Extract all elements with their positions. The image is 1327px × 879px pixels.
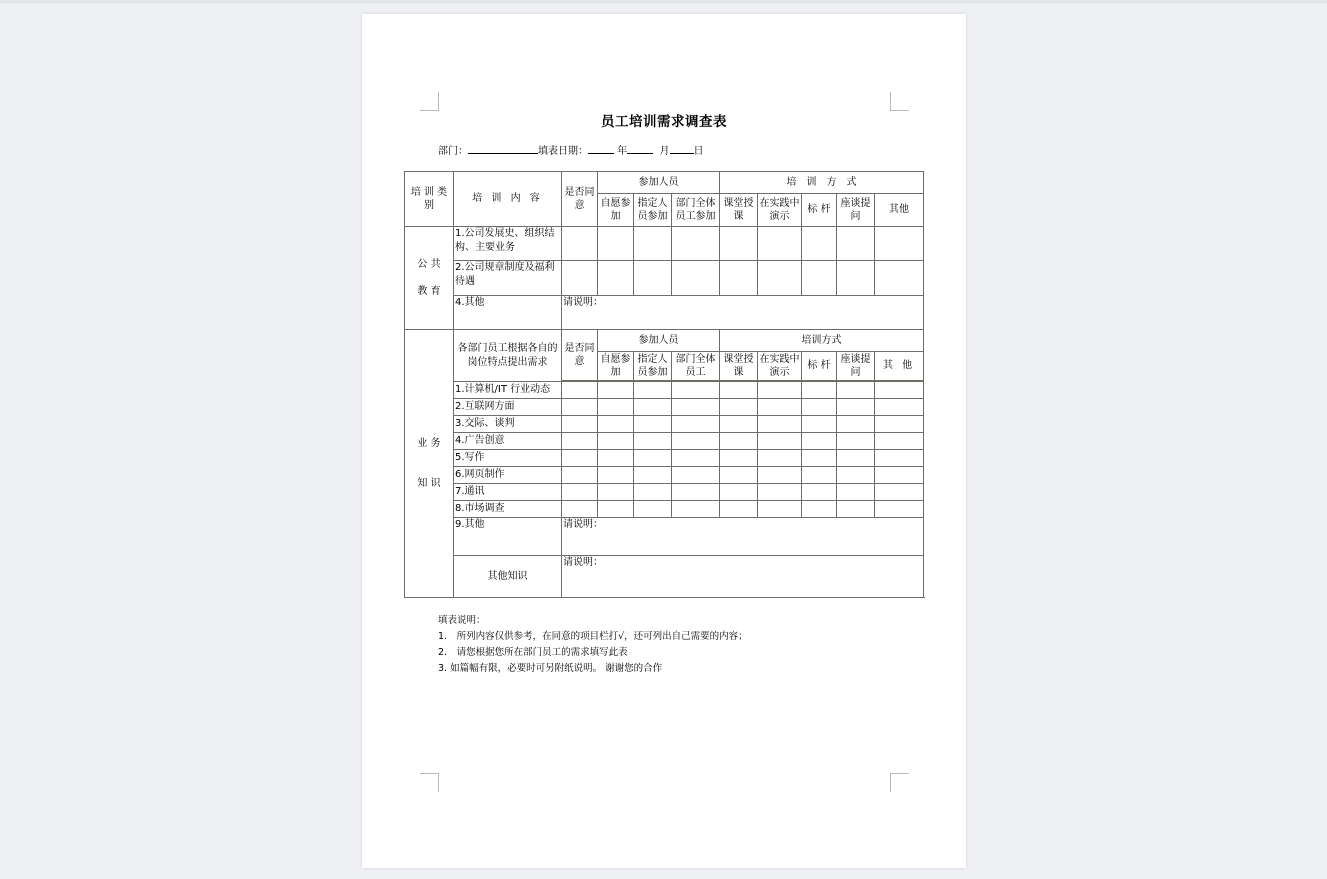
form-meta-line: [438, 142, 704, 157]
check-cell[interactable]: [634, 261, 672, 296]
month-blank: [627, 144, 653, 154]
check-cell[interactable]: [802, 467, 837, 484]
year-blank: [588, 144, 614, 154]
check-cell[interactable]: [562, 416, 598, 433]
methods-header: 培训方式: [720, 330, 924, 352]
forum-header: 座谈提问: [837, 352, 875, 381]
designated-header: 指定人员参加: [634, 194, 672, 227]
check-cell[interactable]: [758, 433, 802, 450]
check-cell[interactable]: [758, 227, 802, 261]
check-cell[interactable]: [875, 261, 924, 296]
check-cell[interactable]: [598, 382, 634, 399]
check-cell[interactable]: [562, 484, 598, 501]
check-cell[interactable]: [758, 382, 802, 399]
date-label: 填表日期：: [538, 146, 588, 157]
public-row-2: [405, 261, 924, 296]
business-item: 1.计算机/IT 行业动态: [454, 382, 562, 399]
check-cell[interactable]: [720, 227, 758, 261]
check-cell[interactable]: [758, 450, 802, 467]
voluntary-header: 自愿参加: [598, 352, 634, 381]
check-cell[interactable]: [758, 261, 802, 296]
content-header: 培 训 内 容: [454, 172, 562, 227]
business-row: [405, 501, 924, 518]
check-cell[interactable]: [562, 227, 598, 261]
business-header-row-1: [405, 330, 924, 352]
check-cell[interactable]: [598, 227, 634, 261]
business-row: [405, 382, 924, 399]
participants-header: 参加人员: [598, 330, 720, 352]
check-cell[interactable]: [875, 382, 924, 399]
business-item: 2.互联网方面: [454, 399, 562, 416]
check-cell[interactable]: [758, 467, 802, 484]
header-row-1: [405, 172, 924, 194]
practice-header: 在实践中演示: [758, 352, 802, 381]
check-cell[interactable]: [837, 467, 875, 484]
participants-header: 参加人员: [598, 172, 720, 194]
check-cell[interactable]: [634, 484, 672, 501]
month-label: 月: [659, 146, 670, 157]
public-label-1: 公 共: [417, 258, 441, 270]
check-cell[interactable]: [720, 501, 758, 518]
document-page: [362, 14, 966, 868]
business-item: 6.网页制作: [454, 467, 562, 484]
check-cell[interactable]: [562, 399, 598, 416]
check-cell[interactable]: [837, 399, 875, 416]
check-cell[interactable]: [598, 467, 634, 484]
business-label-1: 业 务: [417, 438, 441, 449]
check-cell[interactable]: [598, 501, 634, 518]
public-label-2: 教 育: [417, 286, 441, 297]
business-item: 8.市场调查: [454, 501, 562, 518]
check-cell[interactable]: [634, 416, 672, 433]
check-cell[interactable]: [837, 382, 875, 399]
check-cell[interactable]: [672, 416, 720, 433]
public-item: 1.公司发展史、组织结构、主要业务: [454, 227, 562, 261]
business-category: [405, 330, 454, 598]
check-cell[interactable]: [802, 450, 837, 467]
check-cell[interactable]: [802, 484, 837, 501]
voluntary-header: 自愿参加: [598, 194, 634, 227]
check-cell[interactable]: [802, 399, 837, 416]
business-row: [405, 484, 924, 501]
check-cell[interactable]: [562, 450, 598, 467]
business-item: 7.通讯: [454, 484, 562, 501]
check-cell[interactable]: [598, 399, 634, 416]
dept-label: 部门：: [438, 146, 468, 157]
classroom-header: 课堂授课: [720, 194, 758, 227]
business-label-2: 知 识: [417, 477, 441, 489]
year-label: 年: [617, 146, 628, 157]
check-cell[interactable]: [875, 399, 924, 416]
agree-header: 是否同意: [562, 330, 598, 381]
check-cell[interactable]: [837, 484, 875, 501]
check-cell[interactable]: [720, 450, 758, 467]
check-cell[interactable]: [837, 261, 875, 296]
check-cell[interactable]: [875, 501, 924, 518]
check-cell[interactable]: [598, 433, 634, 450]
all-dept-header: 部门全体员工参加: [672, 194, 720, 227]
check-cell[interactable]: [875, 227, 924, 261]
check-cell[interactable]: [634, 382, 672, 399]
check-cell[interactable]: [672, 227, 720, 261]
business-row-other: [405, 518, 924, 556]
methods-header: 培 训 方 式: [720, 172, 924, 194]
check-cell[interactable]: [672, 261, 720, 296]
check-cell[interactable]: [758, 484, 802, 501]
other-header: 其他: [875, 194, 924, 227]
dept-blank: [468, 144, 538, 154]
check-cell[interactable]: [802, 382, 837, 399]
check-cell[interactable]: [720, 467, 758, 484]
other-header: 其 他: [875, 352, 924, 381]
benchmark-header: 标 杆: [802, 194, 837, 227]
check-cell[interactable]: [837, 416, 875, 433]
check-cell[interactable]: [562, 382, 598, 399]
check-cell[interactable]: [720, 261, 758, 296]
check-cell[interactable]: [634, 227, 672, 261]
check-cell[interactable]: [672, 484, 720, 501]
business-content-header: 各部门员工根据各自的岗位特点提出需求: [454, 330, 562, 382]
check-cell[interactable]: [837, 450, 875, 467]
public-row-other: [405, 296, 924, 330]
check-cell[interactable]: [802, 227, 837, 261]
check-cell[interactable]: [837, 501, 875, 518]
business-item: 9.其他: [454, 518, 562, 556]
check-cell[interactable]: [837, 433, 875, 450]
public-row-1: [405, 227, 924, 261]
check-cell[interactable]: [672, 433, 720, 450]
public-category: [405, 227, 454, 330]
check-cell[interactable]: [802, 433, 837, 450]
check-cell[interactable]: [758, 399, 802, 416]
check-cell[interactable]: [672, 399, 720, 416]
check-cell[interactable]: [875, 467, 924, 484]
check-cell[interactable]: [720, 433, 758, 450]
check-cell[interactable]: [758, 501, 802, 518]
check-cell[interactable]: [562, 261, 598, 296]
category-header: 培 训 类 别: [405, 172, 454, 227]
check-cell[interactable]: [802, 501, 837, 518]
classroom-header: 课堂授课: [720, 352, 758, 381]
instructions-heading: 填表说明：: [438, 615, 486, 626]
check-cell[interactable]: [802, 261, 837, 296]
check-cell[interactable]: [562, 501, 598, 518]
all-dept-header: 部门全体员工: [672, 352, 720, 381]
business-item: 3.交际、谈判: [454, 416, 562, 433]
check-cell[interactable]: [720, 484, 758, 501]
public-item: 4.其他: [454, 296, 562, 330]
public-item: 2.公司规章制度及福利待遇: [454, 261, 562, 296]
other-knowledge-category: 其他知识: [454, 556, 562, 598]
check-cell[interactable]: [875, 433, 924, 450]
check-cell[interactable]: [634, 501, 672, 518]
document-title: 员工培训需求调查表: [601, 114, 727, 130]
business-note[interactable]: 请说明：: [562, 518, 924, 556]
check-cell[interactable]: [634, 467, 672, 484]
instruction-line: 2. 请您根据您所在部门员工的需求填写此表: [438, 647, 628, 658]
practice-header: 在实践中演示: [758, 194, 802, 227]
check-cell[interactable]: [875, 450, 924, 467]
check-cell[interactable]: [634, 433, 672, 450]
other-knowledge-note[interactable]: 请说明：: [562, 556, 924, 598]
business-item: 4.广告创意: [454, 433, 562, 450]
check-cell[interactable]: [598, 450, 634, 467]
check-cell[interactable]: [634, 399, 672, 416]
business-row: [405, 399, 924, 416]
margin-corner-top-right: [890, 92, 909, 111]
check-cell[interactable]: [598, 416, 634, 433]
check-cell[interactable]: [875, 484, 924, 501]
benchmark-header: 标 杆: [802, 352, 837, 381]
check-cell[interactable]: [634, 450, 672, 467]
check-cell[interactable]: [672, 501, 720, 518]
check-cell[interactable]: [562, 467, 598, 484]
instruction-line: 3. 如篇幅有限，必要时可另附纸说明。 谢谢您的合作: [438, 663, 663, 674]
margin-corner-bottom-left: [420, 773, 439, 792]
check-cell[interactable]: [672, 382, 720, 399]
check-cell[interactable]: [720, 382, 758, 399]
margin-corner-top-left: [420, 92, 439, 111]
instruction-line: 1. 所列内容仅供参考，在同意的项目栏打√，还可列出自己需要的内容；: [438, 631, 748, 642]
check-cell[interactable]: [802, 416, 837, 433]
day-blank: [670, 144, 694, 154]
business-row: [405, 450, 924, 467]
day-label: 日: [693, 146, 704, 157]
forum-header: 座谈提问: [837, 194, 875, 227]
check-cell[interactable]: [875, 416, 924, 433]
training-survey-table: [404, 171, 924, 598]
business-row: [405, 416, 924, 433]
check-cell[interactable]: [672, 450, 720, 467]
fill-instructions: [438, 613, 748, 677]
check-cell[interactable]: [720, 399, 758, 416]
public-note[interactable]: 请说明：: [562, 296, 924, 330]
check-cell[interactable]: [837, 227, 875, 261]
business-item: 5.写作: [454, 450, 562, 467]
check-cell[interactable]: [758, 416, 802, 433]
business-row: [405, 433, 924, 450]
other-knowledge-row: [405, 556, 924, 598]
business-row: [405, 467, 924, 484]
top-bar: [0, 0, 1327, 3]
check-cell[interactable]: [672, 467, 720, 484]
agree-header: 是否同意: [562, 172, 598, 227]
check-cell[interactable]: [562, 433, 598, 450]
margin-corner-bottom-right: [890, 773, 909, 792]
check-cell[interactable]: [598, 484, 634, 501]
check-cell[interactable]: [598, 261, 634, 296]
designated-header: 指定人员参加: [634, 352, 672, 381]
check-cell[interactable]: [720, 416, 758, 433]
